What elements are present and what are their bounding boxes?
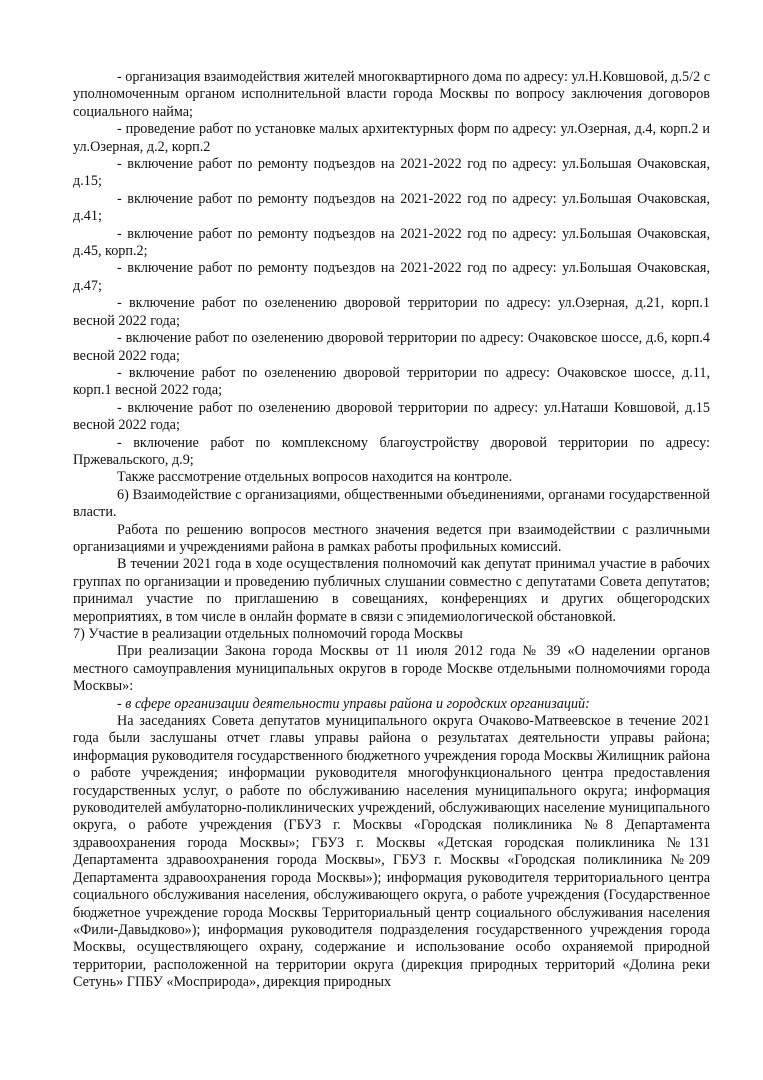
paragraph-9: - включение работ по озеленению дворовой территории по адресу: Очаковское шоссе, д.11, корп.1 весной 2022 года;	[73, 364, 710, 399]
paragraph-1: - организация взаимодействия жителей многоквартирного дома по адресу: ул.Н.Ковшовой, д.5/2 с уполномоченным органом исполнительной власти города Москвы по вопросу заключения договоров социального найма;	[73, 69, 711, 120]
paragraph-4: - включение работ по ремонту подъездов на 2021-2022 год по адресу: ул.Большая Очаковская, д.41;	[73, 190, 710, 225]
paragraph-19: На заседаниях Совета депутатов муниципального округа Очаково-Матвеевское в течение 2021 года были заслушаны отчет главы управы района о результатах деятельности управы района; информация руководителя государственного бюджетного учреждения города Москвы Жилищник района о работе учреждения; информации руководителя многофункционального центра предоставления государственных услуг, о работе по обслуживанию населения муниципального округа; информация руководителей амбулаторно-поликлинических учреждений, обслуживающих население муниципального округа, о работе учреждения (ГБУЗ г. Москвы «Городская поликлиника №8 Департамента здравоохранения города Москвы»; ГБУЗ г. Москвы «Детская городская поликлиника №131 Департамента здравоохранения города Москвы», ГБУЗ г. Москвы «Городская поликлиника №209 Департамента здравоохранения города Москвы»); информация руководителя территориального центра социального обслуживания населения, обслуживающего округа, о работе учреждения (Государственное бюджетное учреждение города Москвы Территориальный центр социального обслуживания населения «Фили-Давыдково»); информация руководителя подразделения государственного учреждения города Москвы, осуществляющего охрану, содержание и использование особо охраняемой природной территории, расположенной на территории округа (дирекция природных территорий «Долина реки Сетунь» ГПБУ «Мосприрода», дирекция природных	[73, 713, 710, 991]
paragraph-14: Работа по решению вопросов местного значения ведется при взаимодействии с различными организациями и учреждениями района в рамках работы профильных комиссий.	[73, 521, 710, 555]
paragraph-6: - включение работ по ремонту подъездов на 2021-2022 год по адресу: ул.Большая Очаковская, д.47;	[73, 260, 710, 294]
paragraph-7: - включение работ по озеленению дворовой территории по адресу: ул.Озерная, д.21, корп.1 весной 2022 года;	[73, 295, 710, 329]
section-heading: 7) Участие в реализации отдельных полномочий города Москвы	[73, 626, 463, 642]
italic-subheading: - в сфере организации деятельности управы района и городских организаций:	[117, 695, 590, 712]
paragraph-2: - проведение работ по установке малых архитектурных форм по адресу: ул.Озерная, д.4, корп.2 и ул.Озерная, д.2, корп.2	[73, 121, 710, 155]
paragraph-17: При реализации Закона города Москвы от 11 июля 2012 года № 39 «О наделении органов местного самоуправления муниципальных округов в городе Москве отдельными полномочиями города Москвы»:	[73, 643, 710, 695]
paragraph-13: 6) Взаимодействие с организациями, общественными объединениями, органами государственной власти.	[73, 486, 710, 521]
paragraph-12: Также рассмотрение отдельных вопросов находится на контроле.	[117, 469, 513, 486]
document-page	[73, 69, 710, 992]
paragraph-3: - включение работ по ремонту подъездов на 2021-2022 год по адресу: ул.Большая Очаковская, д.15;	[73, 156, 710, 190]
paragraph-8: - включение работ по озеленению дворовой территории по адресу: Очаковское шоссе, д.6, корп.4 весной 2022 года;	[73, 330, 710, 364]
paragraph-11: - включение работ по комплексному благоустройству дворовой территории по адресу: Пржевальского, д.9;	[73, 434, 710, 468]
paragraph-10: - включение работ по озеленению дворовой территории по адресу: ул.Наташи Ковшовой, д.15 весной 2022 года;	[73, 399, 710, 434]
paragraph-15: В течении 2021 года в ходе осуществления полномочий как депутат принимал участие в рабочих группах по организации и проведению публичных слушании совместно с депутатами Совета депутатов; принимал участие по приглашению в совещаниях, конференциях и других общегородских мероприятиях, в том числе в онлайн формате в связи с эпидемиологической обстановкой.	[73, 556, 710, 625]
paragraph-5: - включение работ по ремонту подъездов на 2021-2022 год по адресу: ул.Большая Очаковская, д.45, корп.2;	[73, 225, 710, 260]
